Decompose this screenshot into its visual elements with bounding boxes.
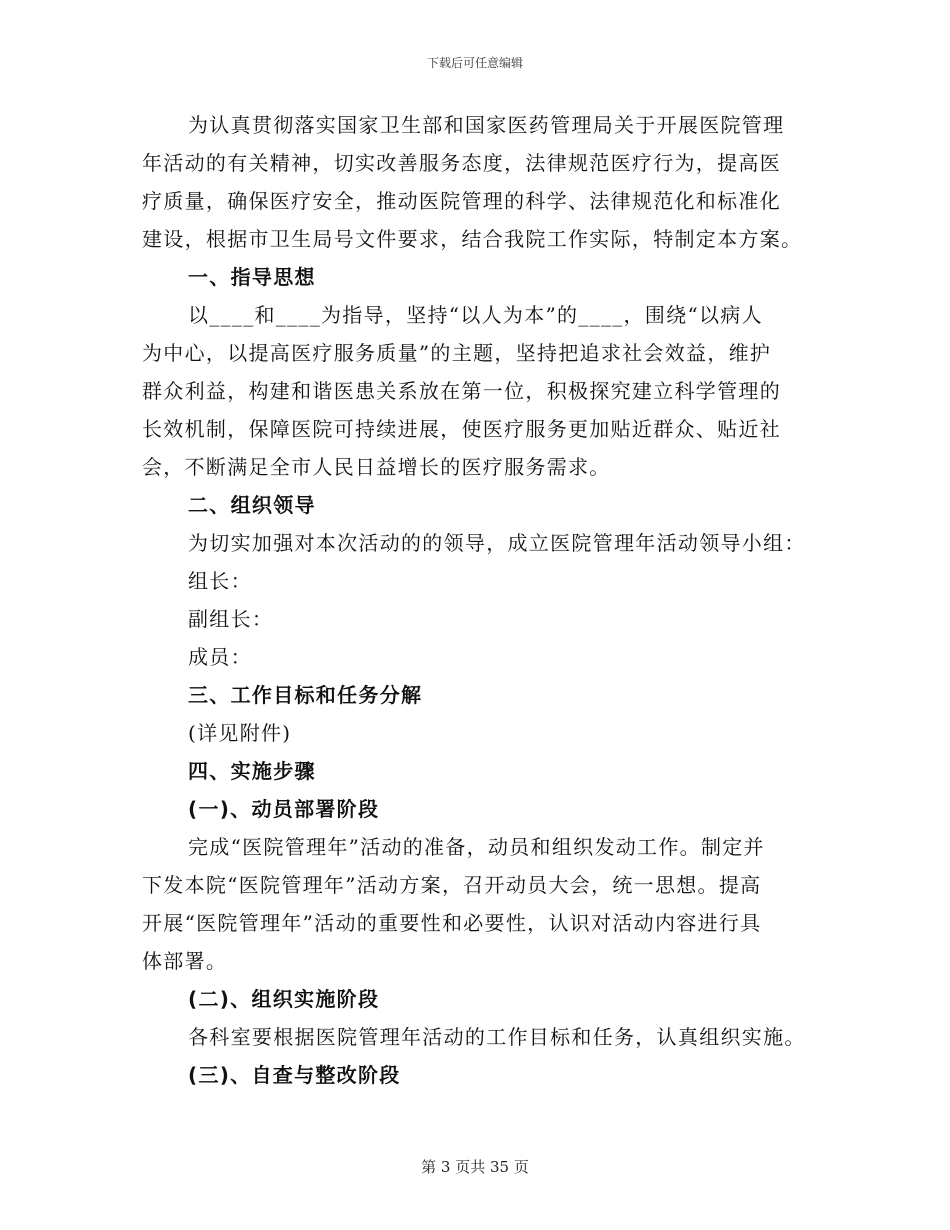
- section-heading: (一)、动员部署阶段: [188, 797, 380, 821]
- section-heading: 二、组织领导: [188, 493, 316, 517]
- paragraph-line: 以____和____为指导，坚持“以人为本”的____，围绕“以病人: [188, 303, 763, 327]
- paragraph-line: 年活动的有关精神，切实改善服务态度，法律规范医疗行为，提高医: [142, 151, 781, 175]
- paragraph-line: 下发本院“医院管理年”活动方案，召开动员大会，统一思想。提高: [142, 873, 762, 897]
- document-body: [142, 106, 812, 1094]
- section-heading: 三、工作目标和任务分解: [188, 683, 423, 707]
- paragraph-line: 完成“医院管理年”活动的准备，动员和组织发动工作。制定并: [188, 835, 765, 859]
- paragraph-line: 各科室要根据医院管理年活动的工作目标和任务，认真组织实施。: [188, 1025, 806, 1049]
- section-heading: (二)、组织实施阶段: [188, 987, 380, 1011]
- paragraph-line: 副组长：: [188, 607, 274, 631]
- paragraph-line: 群众利益，构建和谐医患关系放在第一位，积极探究建立科学管理的: [142, 379, 781, 403]
- paragraph-line: 组长：: [188, 569, 252, 593]
- paragraph-line: 会，不断满足全市人民日益增长的医疗服务需求。: [142, 455, 611, 479]
- paragraph-line: (详见附件): [188, 721, 292, 745]
- paragraph-line: 成员：: [188, 645, 252, 669]
- paragraph-line: 建设，根据市卫生局号文件要求，结合我院工作实际，特制定本方案。: [142, 227, 803, 251]
- paragraph-line: 为切实加强对本次活动的的领导，成立医院管理年活动领导小组：: [188, 531, 806, 555]
- section-heading: 一、指导思想: [188, 265, 316, 289]
- paragraph-line: 为认真贯彻落实国家卫生部和国家医药管理局关于开展医院管理: [188, 113, 785, 137]
- section-heading: (三)、自查与整改阶段: [188, 1063, 401, 1087]
- paragraph-line: 体部署。: [142, 949, 228, 973]
- paragraph-line: 为中心，以提高医疗服务质量”的主题，坚持把追求社会效益，维护: [142, 341, 772, 365]
- page-footer: 第 3 页共 35 页: [421, 1158, 529, 1176]
- section-heading: 四、实施步骤: [188, 759, 316, 783]
- paragraph-line: 长效机制，保障医院可持续进展，使医疗服务更加贴近群众、贴近社: [142, 417, 781, 441]
- paragraph-line: 开展“医院管理年”活动的重要性和必要性，认识对活动内容进行具: [142, 911, 762, 935]
- paragraph-line: 疗质量，确保医疗安全，推动医院管理的科学、法律规范化和标准化: [142, 189, 781, 213]
- page-header: 下载后可任意编辑: [426, 56, 523, 70]
